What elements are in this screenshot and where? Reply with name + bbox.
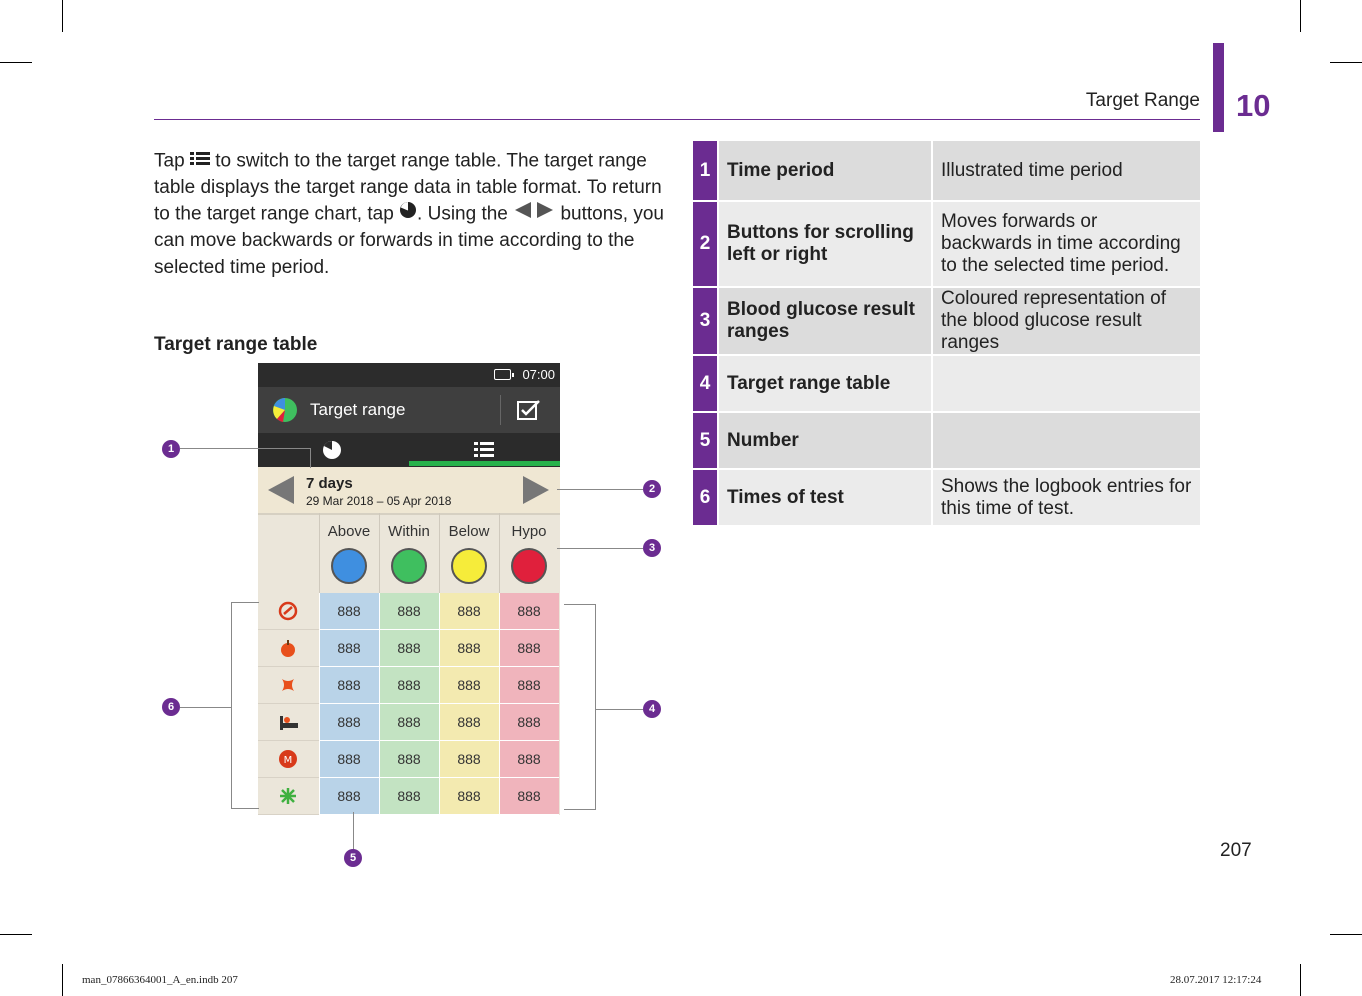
crop-mark <box>62 0 63 32</box>
table-cell: 888 <box>499 593 559 630</box>
chapter-number: 10 <box>1236 88 1271 123</box>
grid-line <box>499 593 500 815</box>
leader-line <box>596 709 643 710</box>
pie-chart-icon <box>272 397 298 423</box>
fasting-icon <box>258 593 319 630</box>
legend-row <box>693 201 1200 287</box>
intro-text-2: to switch to the target range table. The target range table displays the target range data in table format. To return to the target range chart, tap <box>154 150 662 225</box>
crop-mark <box>1330 934 1362 935</box>
column-label-hypo: Hypo <box>511 523 547 540</box>
period-nav-row <box>258 467 560 515</box>
table-cell: 888 <box>319 667 379 704</box>
table-cell: 888 <box>319 593 379 630</box>
table-cell: 888 <box>379 667 439 704</box>
checklist-icon[interactable] <box>517 399 541 421</box>
legend-term: Buttons for scrolling left or right <box>718 201 932 287</box>
table-cell: 888 <box>379 704 439 741</box>
before-meal-apple-icon <box>258 630 319 667</box>
table-cell: 888 <box>379 593 439 630</box>
range-color-dot-below <box>451 548 487 584</box>
intro-text-1: Tap <box>154 150 185 172</box>
footer-file-name: man_07866364001_A_en.indb 207 <box>82 974 238 986</box>
legend-row <box>693 412 1200 469</box>
leader-line <box>231 602 232 808</box>
other-icon <box>258 778 319 815</box>
range-color-dot-hypo <box>511 548 547 584</box>
after-meal-apple-core-icon <box>258 667 319 704</box>
tab-table-view[interactable] <box>474 442 494 458</box>
table-cell: 888 <box>499 667 559 704</box>
callout-5: 5 <box>344 849 362 867</box>
legend-term: Times of test <box>718 469 932 526</box>
table-cell: 888 <box>439 630 499 667</box>
range-color-dot-within <box>391 548 427 584</box>
grid-line <box>379 513 380 593</box>
legend-number: 1 <box>693 141 718 201</box>
legend-number: 3 <box>693 287 718 355</box>
legend-number: 6 <box>693 469 718 526</box>
legend-row <box>693 469 1200 526</box>
legend-term: Time period <box>718 141 932 201</box>
status-bar <box>258 363 560 387</box>
crop-mark <box>1330 62 1362 63</box>
table-cell: 888 <box>439 667 499 704</box>
table-cell: 888 <box>319 630 379 667</box>
table-view-icon <box>190 148 210 175</box>
table-cell: 888 <box>499 741 559 778</box>
legend-description: Coloured representation of the blood glucose result ranges <box>932 287 1200 355</box>
table-cell: 888 <box>379 741 439 778</box>
tab-chart-view[interactable] <box>322 440 342 460</box>
legend-description <box>932 412 1200 469</box>
table-cell: 888 <box>439 593 499 630</box>
crop-mark <box>1300 964 1301 996</box>
active-tab-indicator <box>409 461 560 466</box>
column-label-below: Below <box>448 523 490 540</box>
screen-title: Target range <box>310 400 406 419</box>
chapter-title: Target Range <box>1085 90 1200 111</box>
callout-1: 1 <box>162 440 180 458</box>
leader-line <box>231 808 259 809</box>
callout-2: 2 <box>643 480 661 498</box>
legend-table <box>693 141 1200 527</box>
grid-line <box>439 513 440 593</box>
legend-term: Blood glucose result ranges <box>718 287 932 355</box>
legend-description: Moves forwards or backwards in time according to the selected time period. <box>932 201 1200 287</box>
column-label-above: Above <box>327 523 371 540</box>
leader-line <box>557 489 643 490</box>
callout-4: 4 <box>643 700 661 718</box>
grid-line <box>439 593 440 815</box>
title-separator <box>500 395 501 425</box>
device-screenshot <box>258 363 560 815</box>
range-color-dot-above <box>331 548 367 584</box>
footer-timestamp: 28.07.2017 12:17:24 <box>1170 974 1262 986</box>
battery-icon <box>494 369 511 380</box>
period-range: 29 Mar 2018 – 05 Apr 2018 <box>306 494 452 508</box>
leader-line <box>180 448 311 449</box>
chapter-tab-bar <box>1213 43 1224 132</box>
bedtime-icon <box>258 704 319 741</box>
legend-term: Number <box>718 412 932 469</box>
title-bar <box>258 387 560 433</box>
table-cell: 888 <box>439 704 499 741</box>
table-cell: 888 <box>379 778 439 815</box>
legend-term: Target range table <box>718 355 932 412</box>
legend-number: 2 <box>693 201 718 287</box>
all-results-icon <box>258 741 319 778</box>
table-cell: 888 <box>319 704 379 741</box>
table-cell: 888 <box>499 630 559 667</box>
table-cell: 888 <box>379 630 439 667</box>
crop-mark <box>62 964 63 996</box>
intro-text-3: . Using the <box>417 203 508 225</box>
leader-line <box>180 707 231 708</box>
legend-number: 5 <box>693 412 718 469</box>
scroll-right-button[interactable] <box>522 475 550 505</box>
legend-row <box>693 141 1200 201</box>
header-rule <box>154 119 1200 120</box>
crop-mark <box>0 62 32 63</box>
view-tab-bar <box>258 433 560 467</box>
leader-line <box>353 812 354 850</box>
table-cell: 888 <box>319 778 379 815</box>
chart-view-icon <box>399 201 417 228</box>
scroll-left-button[interactable] <box>267 475 295 505</box>
leader-line <box>310 448 311 468</box>
column-label-within: Within <box>388 523 430 540</box>
status-time: 07:00 <box>522 367 555 382</box>
callout-6: 6 <box>162 698 180 716</box>
grid-line <box>499 513 500 593</box>
section-title: Target range table <box>154 334 318 355</box>
leader-line <box>231 602 259 603</box>
table-cell: 888 <box>499 704 559 741</box>
leader-line <box>557 548 643 549</box>
legend-description: Illustrated time period <box>932 141 1200 201</box>
callout-3: 3 <box>643 539 661 557</box>
table-cell: 888 <box>439 778 499 815</box>
period-label: 7 days <box>306 475 353 492</box>
leader-line <box>595 604 596 810</box>
page-number: 207 <box>1220 840 1252 861</box>
crop-mark <box>0 934 32 935</box>
table-cell: 888 <box>499 778 559 815</box>
table-cell: 888 <box>319 741 379 778</box>
legend-row <box>693 287 1200 355</box>
legend-number: 4 <box>693 355 718 412</box>
intro-text-4: buttons, you can move backwards or forwards in time according to the selected time period. <box>154 203 664 278</box>
legend-row <box>693 355 1200 412</box>
table-cell: 888 <box>439 741 499 778</box>
left-right-arrows-icon <box>513 201 555 228</box>
leader-line <box>564 604 596 605</box>
leader-line <box>564 809 596 810</box>
legend-description: Shows the logbook entries for this time of test. <box>932 469 1200 526</box>
grid-line <box>319 593 320 815</box>
grid-line <box>319 513 320 593</box>
svg-text:M: M <box>283 755 293 766</box>
grid-line <box>379 593 380 815</box>
crop-mark <box>1300 0 1301 32</box>
intro-paragraph <box>154 148 664 281</box>
legend-description <box>932 355 1200 412</box>
